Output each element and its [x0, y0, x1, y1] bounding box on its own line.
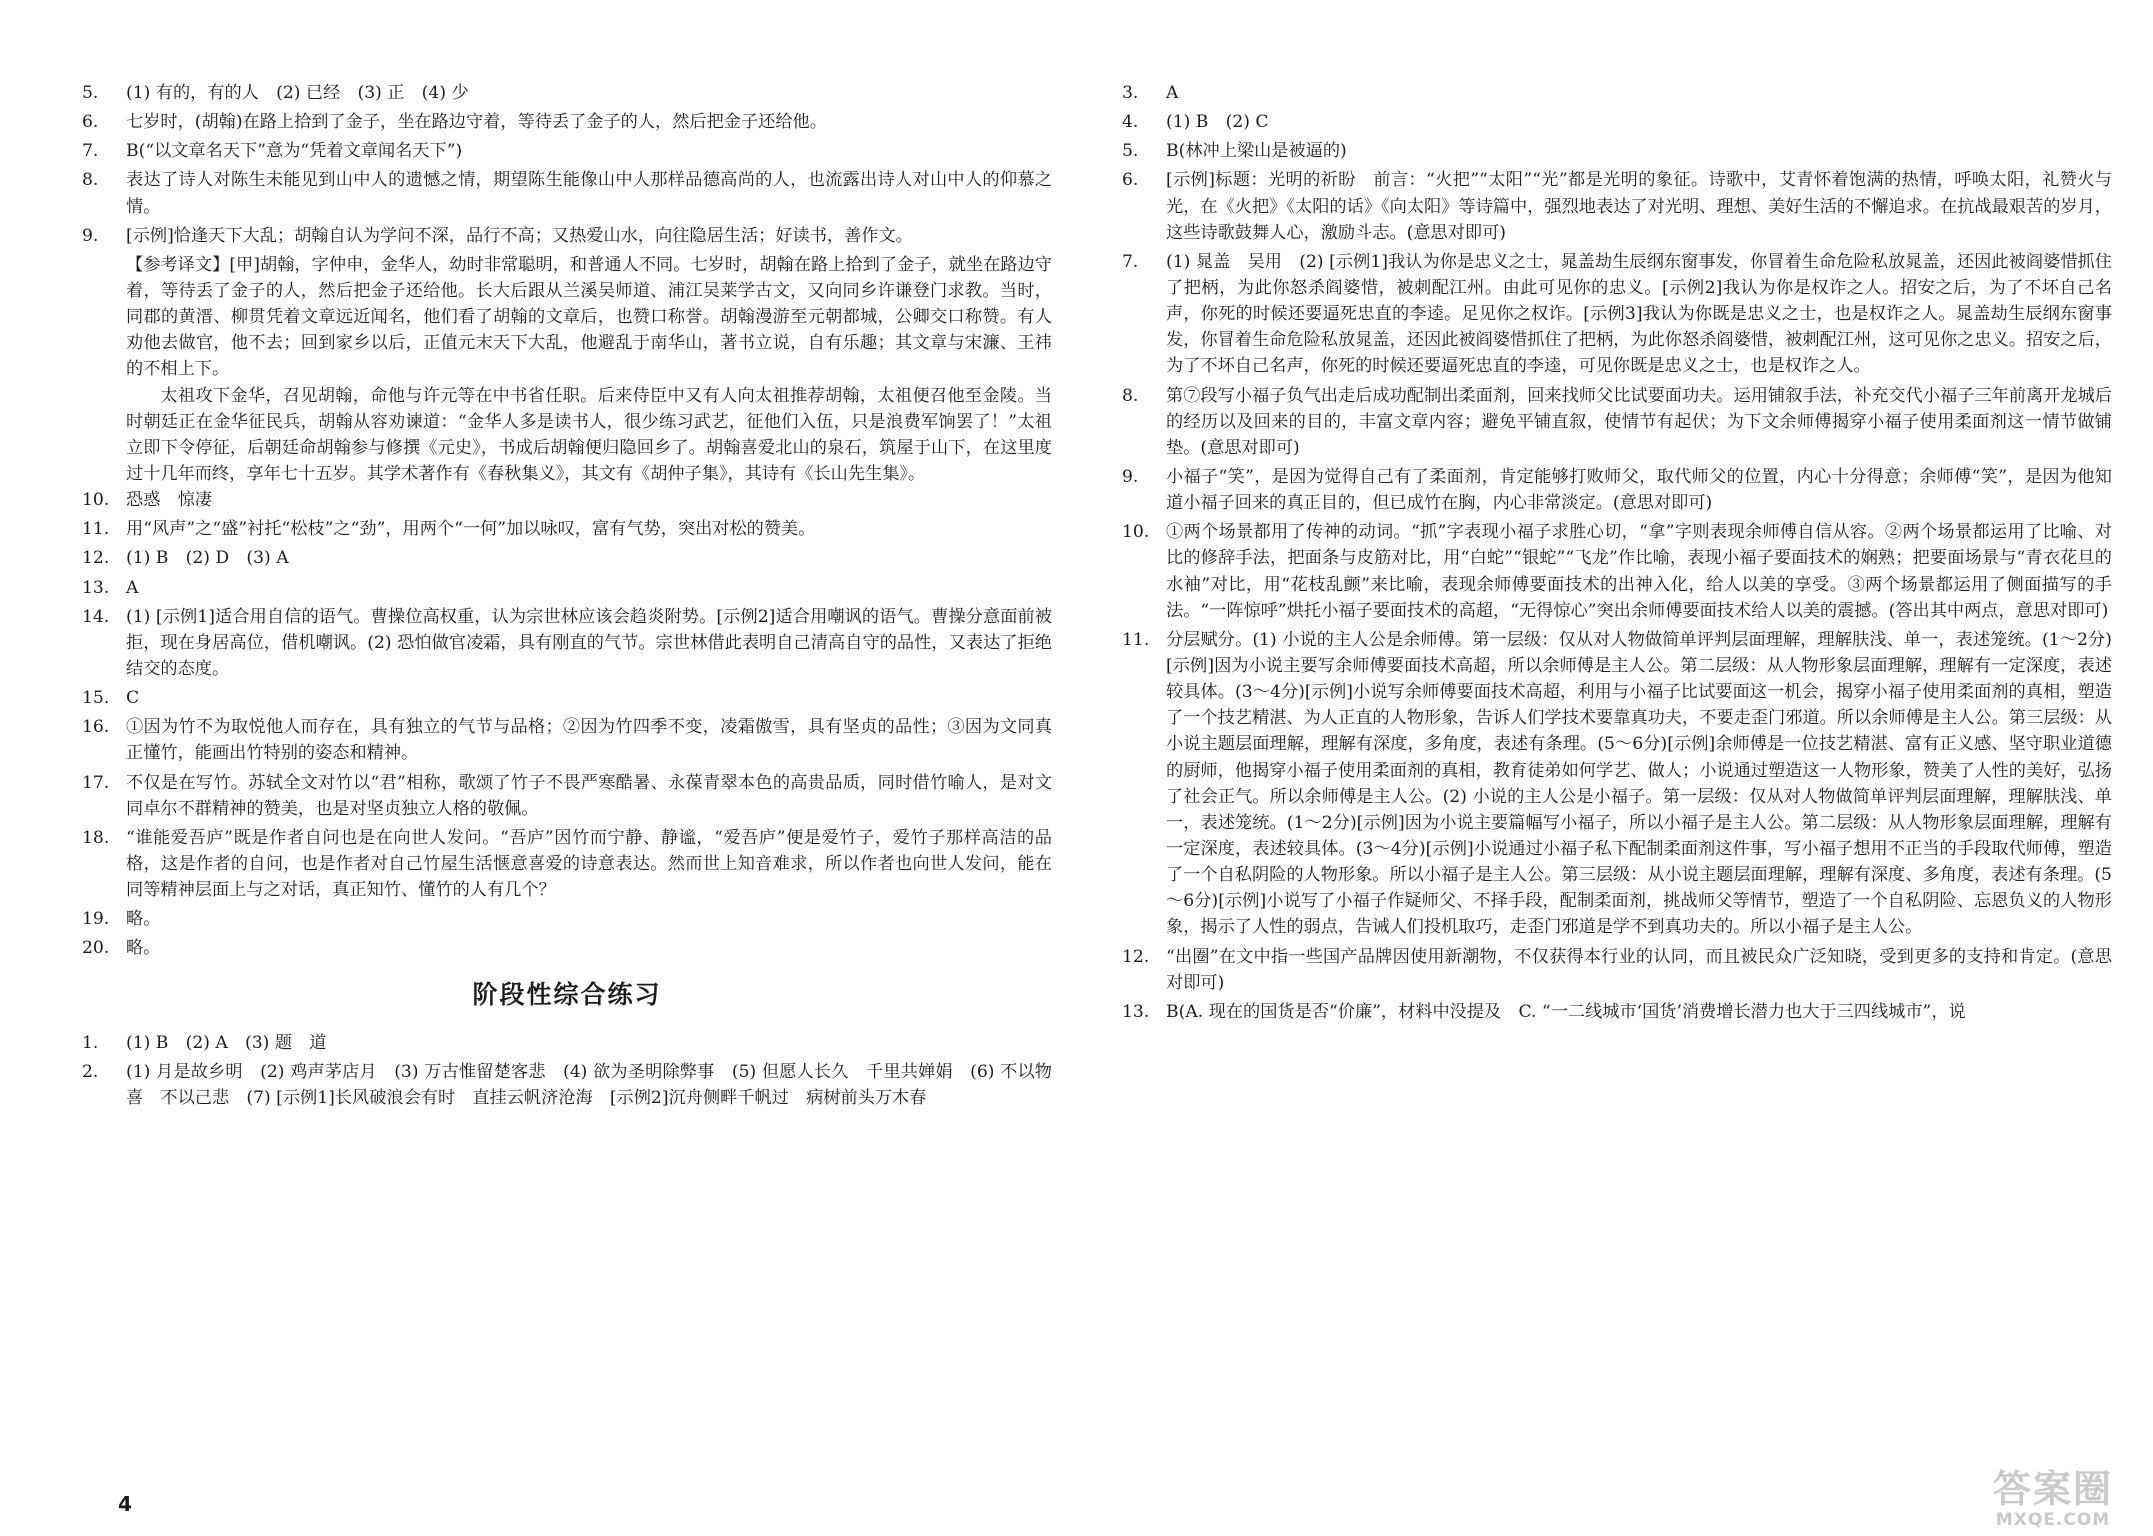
translation-paragraph-2: 太祖攻下金华，召见胡翰，命他与许元等在中书省任职。后来侍臣中又有人向太祖推荐胡翰，太祖便召他至金陵。当时朝廷正在金华征民兵，胡翰从容劝谏道：“金华人多是读书人，很少练习武艺，征他们入伍，只是浪费军饷罢了！”太祖立即下令停征，后朝廷命胡翰参与修撰《元史》，书成后胡翰便归隐回乡了。胡翰喜爱北山的泉石，筑屋于山下，在这里度过十几年而终，享年七十五岁。其学术著作有《春秋集义》，其文有《胡仲子集》，其诗有《长山先生集》。: [126, 385, 1052, 484]
answer-item: [1122, 249, 2112, 380]
answer-item: [82, 1059, 1052, 1111]
answer-item: [82, 604, 1052, 682]
answer-item: [1122, 138, 2112, 164]
answer-item: [1122, 109, 2112, 135]
answer-number: 9.: [82, 225, 99, 246]
answer-number: 17.: [82, 772, 110, 793]
answer-text: (1) 有的，有的人 (2) 已经 (3) 正 (4) 少: [126, 83, 469, 103]
answer-item: [1122, 999, 2112, 1025]
answer-text: 表达了诗人对陈生未能见到山中人的遗憾之情，期望陈生能像山中人那样品德高尚的人，也流露出诗人对山中人的仰慕之情。: [126, 170, 1052, 217]
answer-text: (1) [示例1]适合用自信的语气。曹操位高权重，认为宗世林应该会趋炎附势。[示例2]适合用嘲讽的语气。曹操分意面前被拒，现在身居高位，借机嘲讽。(2) 恐怕做官凌霜，具有刚直的气节。宗世林借此表明自己清高自守的品性，又表达了拒绝结交的态度。: [126, 606, 1052, 679]
answer-text: (1) 月是故乡明 (2) 鸡声茅店月 (3) 万古惟留楚客悲 (4) 欲为圣明除弊事 (5) 但愿人长久 千里共婵娟 (6) 不以物喜 不以己悲 (7) [示例1]长风破浪会有时 直挂云帆济沧海 [示例2]沉舟侧畔千帆过 病树前头万木春: [126, 1061, 1052, 1108]
answer-item: [82, 223, 1052, 249]
answer-text: 七岁时，(胡翰)在路上拾到了金子，坐在路边守着，等待丢了金子的人，然后把金子还给他。: [126, 112, 827, 133]
answer-item: [82, 906, 1052, 932]
answer-text: (1) 晁盖 吴用 (2) [示例1]我认为你是忠义之士，晁盖劫生辰纲东窗事发，你冒着生命危险私放晁盖，还因此被阎婆惜抓住了把柄，为此你怒杀阎婆惜，被刺配江州。由此可见你的忠义。[示例2]我认为你是权诈之人。招安之后，为了不坏自己名声，你死的时候还要逼死忠直的李逵。足见你之权诈。[示例3]我认为你既是忠义之士，也是权诈之人。晁盖劫生辰纲东窗事发，你冒着生命危险私放晁盖，还因此被阎婆惜抓住了把柄，为此你怒杀阎婆惜，被刺配江州，这可见你之忠义。招安之后，为了不坏自己名声，你死的时候还要逼死忠直的李逵，可见你既是忠义之士，也是权诈之人。: [1166, 251, 2112, 377]
answer-item: [82, 685, 1052, 711]
translation-label: 【参考译文】: [126, 254, 230, 275]
answer-item: [82, 516, 1052, 542]
translation-block: [126, 252, 1052, 487]
answer-item: [82, 1030, 1052, 1056]
answer-item: [1122, 464, 2112, 516]
answer-item: [82, 80, 1052, 106]
answer-number: 12.: [1122, 946, 1150, 967]
answer-number: 4.: [1122, 112, 1139, 133]
watermark-logo: [1973, 1468, 2133, 1530]
answer-text: 分层赋分。(1) 小说的主人公是余师傅。第一层级：仅从对人物做简单评判层面理解，理解肤浅、单一，表述笼统。(1～2分)[示例]因为小说主要写余师傅要面技术高超，所以余师傅是主人公。第二层级：从人物形象层面理解，理解有一定深度，表述较具体。(3～4分)[示例]小说写余师傅要面技术高超，利用与小福子比试要面这一机会，揭穿小福子使用柔面剂的真相，塑造了一个技艺精湛、为人正直的人物形象，告诉人们学技术要靠真功夫，不要走歪门邪道。所以余师傅是主人公。第三层级：从小说主题层面理解，理解有深度，多角度，表述有条理。(5～6分)[示例]余师傅是一位技艺精湛、富有正义感、坚守职业道德的厨师，他揭穿小福子使用柔面剂的真相，教育徒弟如何学艺、做人；小说通过塑造这一人物形象，赞美了人性的美好，弘扬了社会正气。所以余师傅是主人公。(2) 小说的主人公是小福子。第一层级：仅从对人物做简单评判层面理解，理解肤浅、单一，表述笼统。(1～2分)[示例]因为小说主要篇幅写小福子，所以小福子是主人公。第二层级：从人物形象层面理解，理解有一定深度，表述较具体。(3～4分)[示例]小说通过小福子私下配制柔面剂这件事，写小福子想用不正当的手段取代师傅，塑造了一个自私阴险的人物形象。所以小福子是主人公。第三层级：从小说主题层面理解，理解有深度、多角度，表述有条理。(5～6分)[示例]小说写了小福子作疑师父、不择手段，配制柔面剂，挑战师父等情节，塑造了一个自私阴险、忘恩负义的人物形象，揭示了人性的弱点，告诫人们投机取巧，走歪门邪道是学不到真功夫的。所以小福子是主人公。: [1166, 629, 2112, 938]
answer-number: 10.: [82, 490, 110, 511]
answer-number: 7.: [1122, 251, 1139, 272]
answer-text: 略。: [126, 938, 161, 959]
answer-item: [82, 109, 1052, 135]
answer-text: ①两个场景都用了传神的动词。“抓”字表现小福子求胜心切，“拿”字则表现余师傅自信从容。②两个场景都运用了比喻、对比的修辞手法，把面条与皮筋对比，用“白蛇”“银蛇”“飞龙”作比喻，表现小福子要面技术的娴熟；把要面场景与“青衣花旦的水袖”对比，用“花枝乱颤”来比喻，表现余师傅要面技术的出神入化，给人以美的享受。③两个场景都运用了侧面描写的手法。“一阵惊呼”烘托小福子要面技术的高超，“无得惊心”突出余师傅要面技术给人以美的震撼。(答出其中两点，意思对即可): [1166, 522, 2112, 621]
answer-number: 6.: [82, 112, 99, 133]
answer-text: (1) B (2) D (3) A: [126, 548, 289, 569]
answer-item: [82, 714, 1052, 766]
answer-text: “出圈”在文中指一些国产品牌因使用新潮物，不仅获得本行业的认同，而且被民众广泛知晓，受到更多的支持和肯定。(意思对即可): [1166, 946, 2112, 993]
answer-number: 11.: [1122, 629, 1150, 650]
answer-text: 不仅是在写竹。苏轼全文对竹以“君”相称，歌颂了竹子不畏严寒酷暑、永葆青翠本色的高贵品质，同时借竹喻人，是对文同卓尔不群精神的赞美，也是对坚贞独立人格的敬佩。: [126, 772, 1052, 819]
answer-number: 15.: [82, 688, 110, 709]
answer-number: 9.: [1122, 466, 1139, 487]
answer-text: B(A. 现在的国货是否“价廉”，材料中没提及 C. “一二线城市‘国货’消费增长潜力也大于三四线城市”，说: [1166, 1001, 1966, 1022]
answer-number: 11.: [82, 519, 110, 540]
answer-text: (1) B (2) A (3) 题 道: [126, 1032, 327, 1053]
answer-number: 20.: [82, 938, 110, 959]
answer-number: 13.: [1122, 1001, 1150, 1022]
answer-number: 5.: [1122, 141, 1139, 162]
answer-item: [1122, 80, 2112, 106]
answer-number: 7.: [82, 141, 99, 162]
right-answer-list: [1122, 80, 2112, 1025]
answer-number: 18.: [82, 827, 110, 848]
answer-number: 16.: [82, 717, 110, 738]
answer-number: 10.: [1122, 522, 1150, 543]
answer-number: 19.: [82, 909, 110, 930]
answer-text: [示例]恰逢天下大乱；胡翰自认为学问不深，品行不高；又热爱山水，向往隐居生活；好读书，善作文。: [126, 225, 913, 246]
watermark-url: MXQE.COM: [1995, 1510, 2111, 1530]
answer-number: 14.: [82, 606, 110, 627]
page-number: 4: [118, 1492, 132, 1516]
translation-paragraph-1: [126, 252, 1052, 383]
answer-text: B(林冲上梁山是被逼的): [1166, 141, 1347, 162]
answer-text: 恐惑 惊凄: [126, 490, 212, 511]
answer-number: 8.: [1122, 385, 1139, 406]
answer-text: 略。: [126, 909, 161, 930]
answer-item: [82, 138, 1052, 164]
answer-number: 13.: [82, 577, 110, 598]
answer-text: A: [1166, 83, 1179, 103]
answer-item: [82, 167, 1052, 219]
answer-number: 2.: [82, 1061, 99, 1082]
answer-number: 6.: [1122, 170, 1139, 191]
answer-item: [82, 935, 1052, 961]
right-column: [1122, 80, 2112, 1028]
answer-item: [82, 825, 1052, 903]
answer-text: (1) B (2) C: [1166, 112, 1269, 133]
watermark-logo-text: 答案圈: [1992, 1467, 2113, 1511]
left-answer-list-2: [82, 487, 1052, 961]
answer-number: 5.: [82, 83, 99, 103]
answer-number: 8.: [82, 170, 99, 191]
answer-text: ①因为竹不为取悦他人而存在，具有独立的气节与品格；②因为竹四季不变，凌霜傲雪，具有坚贞的品性；③因为文同真正懂竹，能画出竹特别的姿态和精神。: [126, 717, 1052, 764]
answer-item: [1122, 383, 2112, 461]
answer-text: A: [126, 577, 139, 598]
answer-text: 小福子“笑”，是因为觉得自己有了柔面剂，肯定能够打败师父，取代师父的位置，内心十分得意；余师傅“笑”，是因为他知道小福子回来的真正目的，但已成竹在胸，内心非常淡定。(意思对即可): [1166, 466, 2112, 514]
answer-item: [82, 487, 1052, 513]
answer-number: 12.: [82, 548, 110, 569]
answer-text: “谁能爱吾庐”既是作者自问也是在向世人发问。“吾庐”因竹而宁静、静谧，“爱吾庐”便是爱竹子，爱竹子那样高洁的品格，这是作者的自问，也是作者对自己竹屋生活惬意喜爱的诗意表达。然而世上知音难求，所以作者也向世人发问，能在同等精神层面上与之对话，真正知竹、懂竹的人有几个？: [126, 827, 1052, 901]
answer-text: 第⑦段写小福子负气出走后成功配制出柔面剂，回来找师父比试要面功夫。运用铺叙手法，补充交代小福子三年前离开龙城后的经历以及回来的目的，丰富文章内容；避免平铺直叙，使情节有起伏；为下文余师傅揭穿小福子使用柔面剂这一情节做铺垫。(意思对即可): [1166, 385, 2112, 458]
left-answer-list: [82, 80, 1052, 249]
translation-text-1: [甲]胡翰，字仲申，金华人，幼时非常聪明，和普通人不同。七岁时，胡翰在路上拾到了金子，就坐在路边守着，等待丢了金子的人，然后把金子还给他。长大后跟从兰溪吴师道、浦江吴莱学古文，又向同乡许谦登门求教。当时，同郡的黄溍、柳贯凭着文章远近闻名，他们看了胡翰的文章后，也赞口称誉。胡翰漫游至元朝都城，公卿交口称赞。有人劝他去做官，他不去；回到家乡以后，正值元末天下大乱，他避乱于南华山，著书立说，自有乐趣；其文章与宋濂、王祎的不相上下。: [126, 254, 1052, 380]
answer-number: 1.: [82, 1032, 99, 1053]
answer-number: 3.: [1122, 83, 1139, 103]
answer-text: [示例]标题：光明的祈盼 前言：“火把”“太阳”“光”都是光明的象征。诗歌中，艾青怀着饱满的热情，呼唤太阳，礼赞火与光，在《火把》《太阳的话》《向太阳》等诗篇中，强烈地表达了对光明、理想、美好生活的不懈追求。在抗战最艰苦的岁月，这些诗歌鼓舞人心，激励斗志。(意思对即可): [1166, 170, 2112, 243]
left-answer-list-3: [82, 1030, 1052, 1111]
answer-item: [82, 575, 1052, 601]
answer-text: 用“风声”之“盛”衬托“松枝”之“劲”，用两个“一何”加以咏叹，富有气势，突出对松的赞美。: [126, 519, 816, 540]
answer-text: C: [126, 688, 140, 709]
answer-item: [1122, 519, 2112, 624]
answer-item: [1122, 627, 2112, 941]
left-column: [82, 80, 1052, 1114]
section-title: 阶段性综合练习: [472, 979, 662, 1009]
answer-item: [1122, 944, 2112, 996]
answer-item: [82, 545, 1052, 571]
answer-item: [1122, 167, 2112, 245]
answer-text: B(“以文章名天下”意为“凭着文章闻名天下”): [126, 141, 463, 162]
answer-item: [82, 770, 1052, 822]
